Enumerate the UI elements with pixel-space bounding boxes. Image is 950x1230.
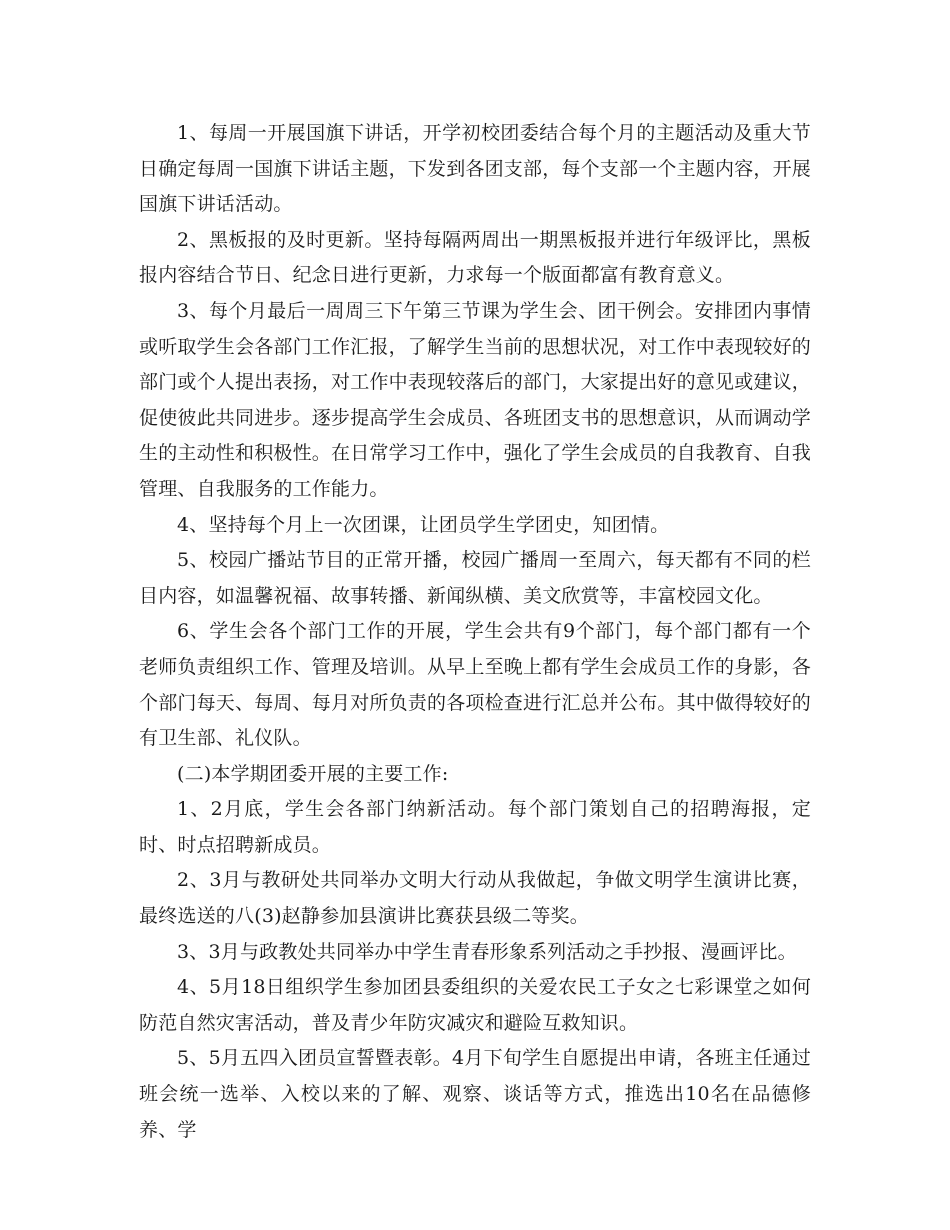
paragraph-speech-contest: 2、3月与教研处共同举办文明大行动从我做起，争做文明学生演讲比赛，最终选送的八(3)赵静参加县演讲比赛获县级二等奖。	[139, 869, 811, 928]
paragraph-disaster-prevention: 4、5月18日组织学生参加团县委组织的关爱农民工子女之七彩课堂之如何防范自然灾害活动，普及青少年防灾减灾和避险互救知识。	[139, 976, 811, 1034]
paragraph-handwritten-paper: 3、3月与政教处共同举办中学生青春形象系列活动之手抄报、漫画评比。	[177, 940, 797, 963]
paragraph-departments: 6、学生会各个部门工作的开展，学生会共有9个部门，每个部门都有一个老师负责组织工作、管理及培训。从早上至晚上都有学生会成员工作的身影，各个部门每天、每周、每月对所负责的各项检查进行汇总并公布。其中做得较好的有卫生部、礼仪队。	[139, 620, 812, 750]
paragraph-blackboard: 2、黑板报的及时更新。坚持每隔两周出一期黑板报并进行年级评比，黑板报内容结合节日、纪念日进行更新，力求每一个版面都富有教育意义。	[139, 228, 811, 287]
paragraph-broadcast: 5、校园广播站节目的正常开播，校园广播周一至周六，每天都有不同的栏目内容，如温馨祝福、故事转播、新闻纵横、美文欣赏等，丰富校园文化。	[139, 549, 811, 607]
paragraph-recruitment: 1、2月底，学生会各部门纳新活动。每个部门策划自己的招聘海报，定时、时点招聘新成员。	[139, 798, 811, 856]
paragraph-league-class: 4、坚持每个月上一次团课，让团员学生学团史，知团情。	[177, 513, 670, 536]
document-body	[139, 116, 811, 1148]
paragraph-may-fourth: 5、5月五四入团员宣誓暨表彰。4月下旬学生自愿提出申请，各班主任通过班会统一选举、入校以来的了解、观察、谈话等方式，推选出10名在品德修养、学	[139, 1047, 811, 1141]
paragraph-meetings: 3、每个月最后一周周三下午第三节课为学生会、团干例会。安排团内事情或听取学生会各部门工作汇报，了解学生当前的思想状况，对工作中表现较好的部门或个人提出表扬，对工作中表现较落后的部门，大家提出好的意见或建议，促使彼此共同进步。逐步提高学生会成员、各班团支书的思想意识，从而调动学生的主动性和积极性。在日常学习工作中，强化了学生会成员的自我教育、自我管理、自我服务的工作能力。	[139, 299, 812, 500]
section-heading: (二)本学期团委开展的主要工作:	[177, 762, 449, 785]
paragraph-flag-speech: 1、每周一开展国旗下讲话，开学初校团委结合每个月的主题活动及重大节日确定每周一国旗下讲话主题，下发到各团支部，每个支部一个主题内容，开展国旗下讲话活动。	[139, 122, 812, 216]
